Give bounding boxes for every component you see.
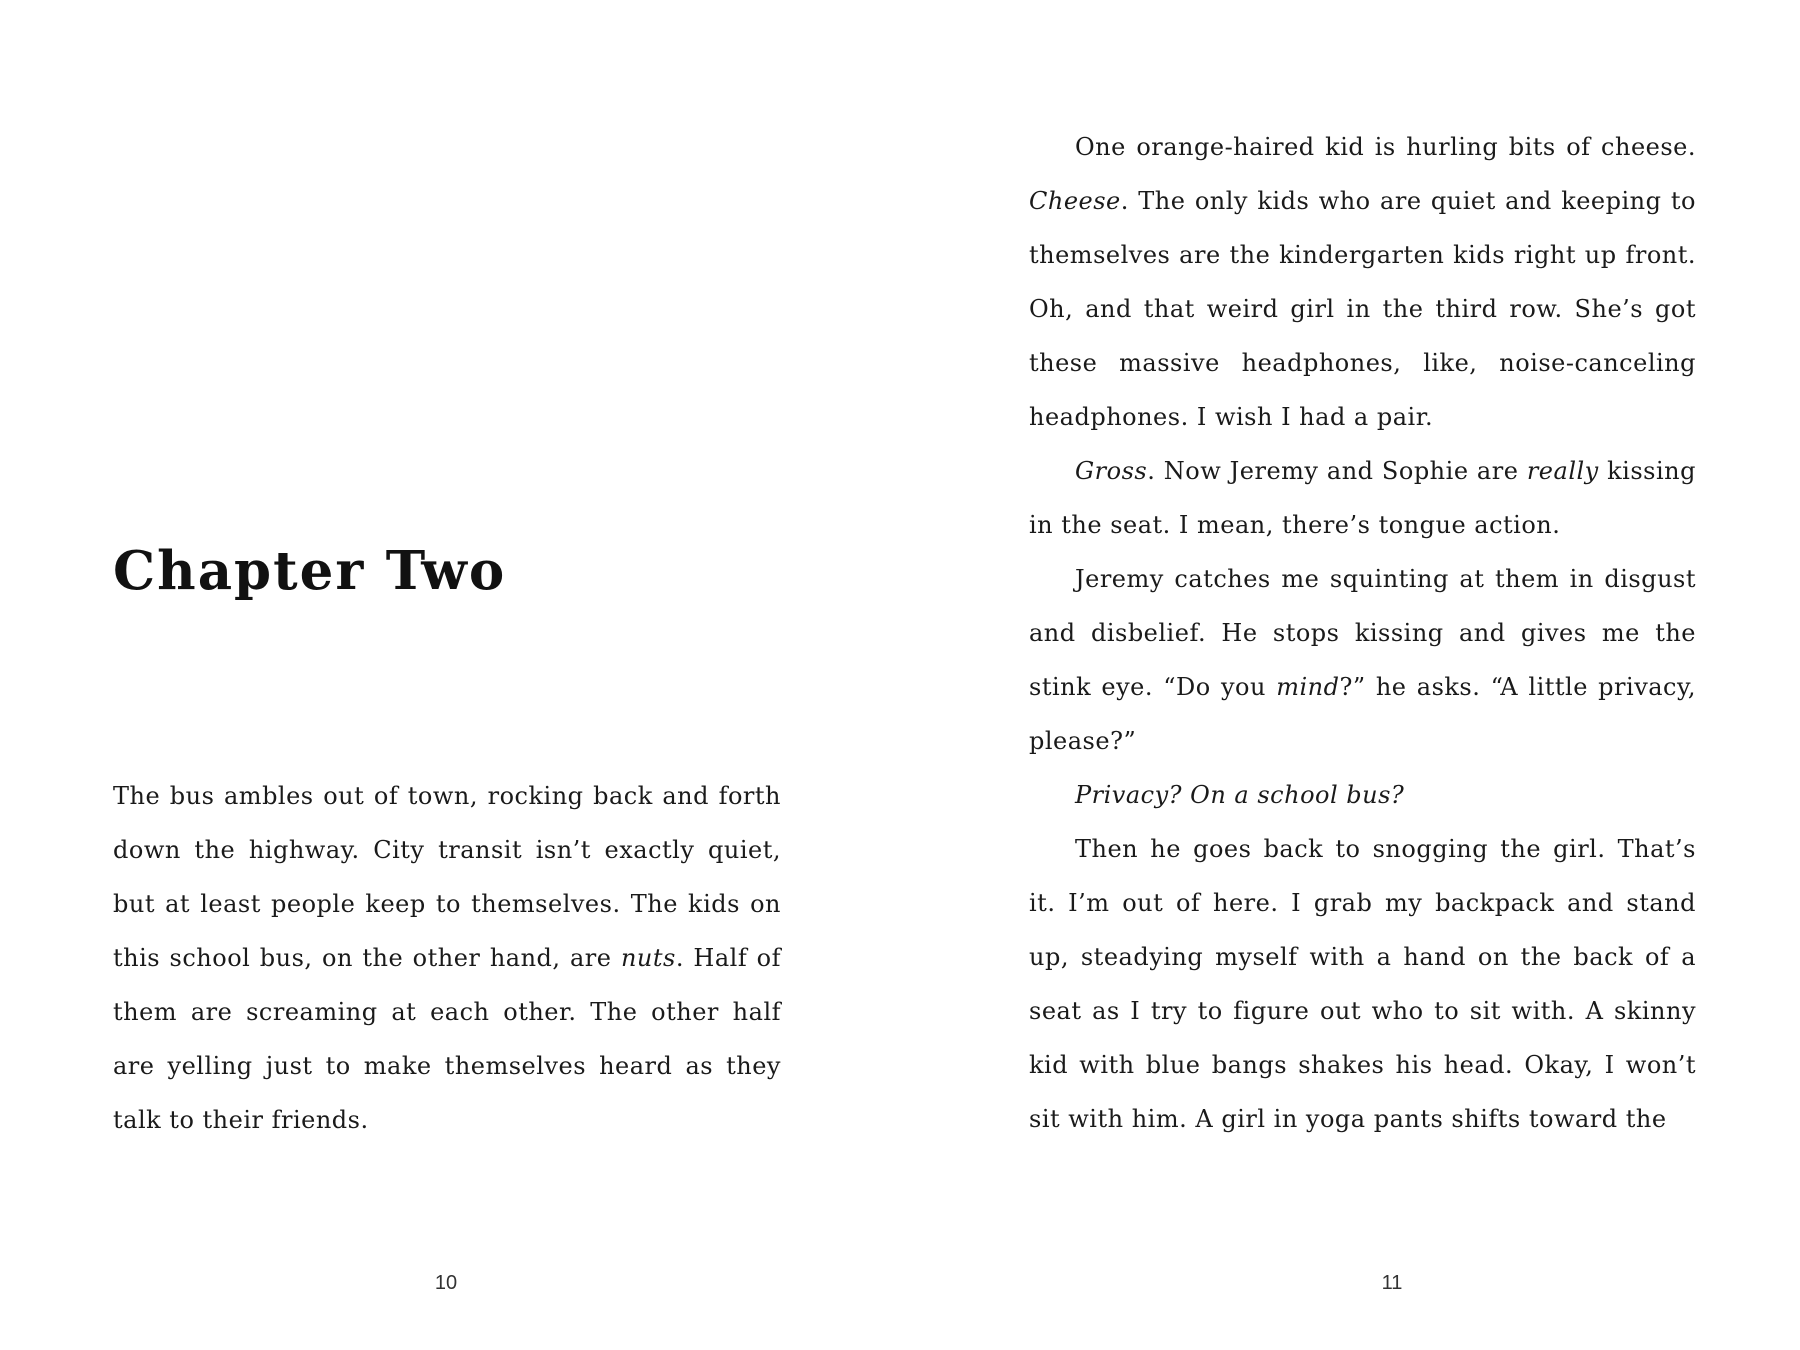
- right-paragraph-1-emphasis: Cheese: [1029, 187, 1121, 215]
- right-paragraph-2-part-1: . Now Jeremy and Sophie are: [1147, 457, 1527, 485]
- right-paragraph-2-emphasis-2: really: [1526, 457, 1599, 485]
- right-paragraph-3-part-2: ?” he asks. “A little privacy, please?”: [1029, 673, 1696, 755]
- chapter-title: Chapter Two: [113, 540, 507, 602]
- right-page-body: [1029, 120, 1696, 1146]
- left-page-number: 10: [434, 1272, 458, 1294]
- right-paragraph-5: [1029, 822, 1696, 1146]
- right-paragraph-3-part-1: Jeremy catches me squinting at them in disgust and disbelief. He stops kissing and gives me the stink eye. “Do you: [1029, 565, 1696, 701]
- right-paragraph-4-emphasis: Privacy? On a school bus?: [1075, 781, 1405, 809]
- right-page-number: 11: [1381, 1272, 1403, 1294]
- right-paragraph-3: [1029, 552, 1696, 768]
- right-paragraph-1-part-2: . The only kids who are quiet and keeping to themselves are the kindergarten kids right up front. Oh, and that weird girl in the third row. She’s got these massive headphones, like, noise-canceling headphones. I wish I had a pair.: [1029, 187, 1696, 431]
- left-paragraph-1-part-2: . Half of them are screaming at each other. The other half are yelling just to make themselves heard as they talk to their friends.: [113, 944, 781, 1134]
- left-page-body: [113, 769, 781, 1147]
- right-paragraph-2: [1029, 444, 1696, 552]
- right-page: [900, 0, 1800, 1350]
- right-paragraph-2-part-2: kissing in the seat. I mean, there’s tongue action.: [1029, 457, 1696, 539]
- right-paragraph-5-text: Then he goes back to snogging the girl. That’s it. I’m out of here. I grab my backpack and stand up, steadying myself with a hand on the back of a seat as I try to figure out who to sit with. A skinny kid with blue bangs shakes his head. Okay, I won’t sit with him. A girl in yoga pants shifts toward the: [1029, 835, 1696, 1133]
- right-paragraph-2-emphasis-1: Gross: [1075, 457, 1148, 485]
- left-paragraph-1-emphasis: nuts: [620, 944, 676, 972]
- right-paragraph-3-emphasis: mind: [1276, 673, 1340, 701]
- left-paragraph-1-part-1: The bus ambles out of town, rocking back and forth down the highway. City transit isn’t exactly quiet, but at least people keep to themselves. The kids on this school bus, on the other hand, are: [113, 782, 781, 972]
- right-paragraph-1-part-1: One orange-haired kid is hurling bits of cheese.: [1075, 133, 1696, 161]
- right-paragraph-1: [1029, 120, 1696, 444]
- right-paragraph-4: [1029, 768, 1696, 822]
- left-paragraph-1: [113, 769, 781, 1147]
